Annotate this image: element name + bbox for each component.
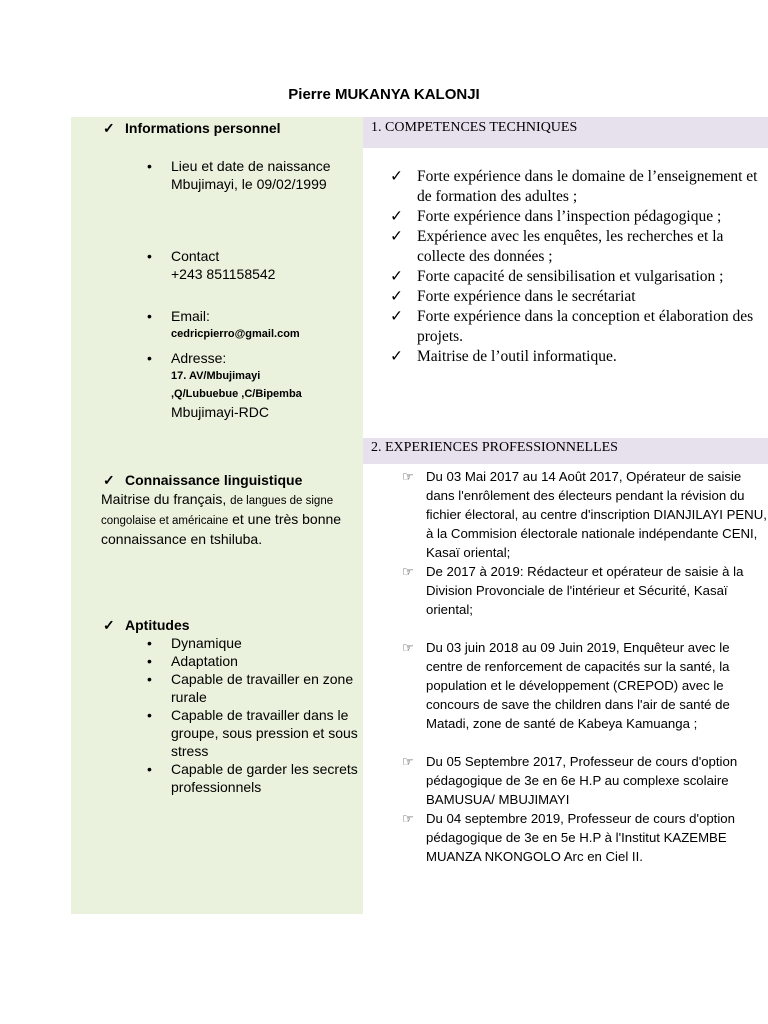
check-icon: ✓ bbox=[390, 168, 403, 185]
pointing-hand-icon: ☞ bbox=[402, 811, 414, 826]
competence-item: ✓ Maitrise de l’outil informatique. bbox=[390, 348, 617, 365]
aptitude-item: • Capable de travailler en zone rurale bbox=[147, 671, 354, 705]
lang-text: Maitrise du français, de langues de signe congolaise et américaine et une très bonne connaissance en tshiluba. bbox=[101, 491, 342, 547]
experience-item: ☞ Du 04 septembre 2019, Professeur de cours d'option pédagogique de 3e en 5e H.P à l'Institut KAZEMBE MUANZA NKONGOLO Arc en Ciel II. bbox=[402, 811, 735, 864]
bullet-icon: • bbox=[147, 653, 152, 669]
check-icon: ✓ bbox=[103, 617, 115, 633]
competence-item: ✓ Forte expérience dans la conception et élaboration des projets. bbox=[390, 308, 754, 345]
bullet-icon: • bbox=[147, 308, 152, 324]
bullet-icon: • bbox=[147, 635, 152, 651]
experience-item: ☞ Du 03 Mai 2017 au 14 Août 2017, Opérateur de saisie dans l'enrôlement des électeurs pendant la révision du fichier électoral, au centre d'inscription DIANJILAYI PENU, à la Commision électorale nationale indépendante CENI, Kasaï oriental; bbox=[402, 469, 767, 560]
bullet-icon: • bbox=[147, 761, 152, 777]
competence-item: ✓ Expérience avec les enquêtes, les recherches et la collecte des données ; bbox=[390, 228, 724, 265]
check-icon: ✓ bbox=[103, 472, 115, 488]
candidate-name: Pierre MUKANYA KALONJI bbox=[288, 86, 480, 103]
pointing-hand-icon: ☞ bbox=[402, 640, 414, 655]
bullet-icon: • bbox=[147, 158, 152, 174]
competences-list bbox=[390, 167, 762, 367]
pointing-hand-icon: ☞ bbox=[402, 469, 414, 484]
competences-header: 1. COMPETENCES TECHNIQUES bbox=[363, 117, 768, 148]
email-link[interactable]: cedricpierro@gmail.com bbox=[171, 328, 300, 340]
contact-item: • Contact +243 851158542 bbox=[147, 248, 276, 282]
bullet-icon: • bbox=[147, 671, 152, 687]
personal-info-list bbox=[147, 157, 361, 421]
address-item: • Adresse: 17. AV/Mbujimayi ,Q/Lubuebue ,C/Bipemba Mbujimayi-RDC bbox=[147, 350, 302, 420]
experience-item: ☞ De 2017 à 2019: Rédacteur et opérateur de saisie à la Division Provonciale de l'intérieur et Sécurité, Kasaï oriental; bbox=[402, 564, 744, 617]
experiences-header: 2. EXPERIENCES PROFESSIONNELLES bbox=[363, 438, 768, 464]
email-item: • Email: cedricpierro@gmail.com bbox=[171, 307, 361, 343]
aptitude-item: • Capable de garder les secrets professionnels bbox=[147, 761, 358, 795]
pointing-hand-icon: ☞ bbox=[402, 754, 414, 769]
experiences-list bbox=[402, 467, 768, 866]
info-section-title: ✓ Informations personnel bbox=[103, 120, 281, 136]
check-icon: ✓ bbox=[390, 348, 403, 365]
competence-item: ✓ Forte capacité de sensibilisation et vulgarisation ; bbox=[390, 268, 724, 285]
aptitude-item: • Dynamique bbox=[147, 635, 242, 651]
check-icon: ✓ bbox=[390, 228, 403, 245]
aptitudes-list bbox=[147, 634, 361, 796]
experience-item: ☞ Du 05 Septembre 2017, Professeur de cours d'option pédagogique de 3e en 6e H.P au complexe scolaire BAMUSUA/ MBUJIMAYI bbox=[402, 754, 738, 807]
pointing-hand-icon: ☞ bbox=[402, 564, 414, 579]
check-icon: ✓ bbox=[390, 208, 403, 225]
competence-item: ✓ Forte expérience dans le domaine de l’enseignement et de formation des adultes ; bbox=[390, 168, 758, 205]
experience-item: ☞ Du 03 juin 2018 au 09 Juin 2019, Enquêteur avec le centre de renforcement de capacités sur la santé, la population et le développement (CREPOD) avec le concours de save the children dans l'air de santé de Matadi, zone de santé de Kabeya Kamuanga ; bbox=[402, 640, 730, 731]
check-icon: ✓ bbox=[103, 120, 115, 136]
bullet-icon: • bbox=[147, 350, 152, 366]
check-icon: ✓ bbox=[390, 288, 403, 305]
competence-item: ✓ Forte expérience dans le secrétariat bbox=[390, 288, 636, 305]
aptitude-item: • Adaptation bbox=[147, 653, 238, 669]
competence-item: ✓ Forte expérience dans l’inspection pédagogique ; bbox=[390, 208, 722, 225]
bullet-icon: • bbox=[147, 248, 152, 264]
aptitude-item: • Capable de travailler dans le groupe, sous pression et sous stress bbox=[147, 707, 358, 759]
check-icon: ✓ bbox=[390, 308, 403, 325]
lang-section-title: ✓ Connaissance linguistique bbox=[103, 472, 303, 488]
aptitudes-section-title: ✓ Aptitudes bbox=[103, 617, 190, 633]
check-icon: ✓ bbox=[390, 268, 403, 285]
birth-item: • Lieu et date de naissance Mbujimayi, le 09/02/1999 bbox=[147, 158, 331, 192]
bullet-icon: • bbox=[147, 707, 152, 723]
